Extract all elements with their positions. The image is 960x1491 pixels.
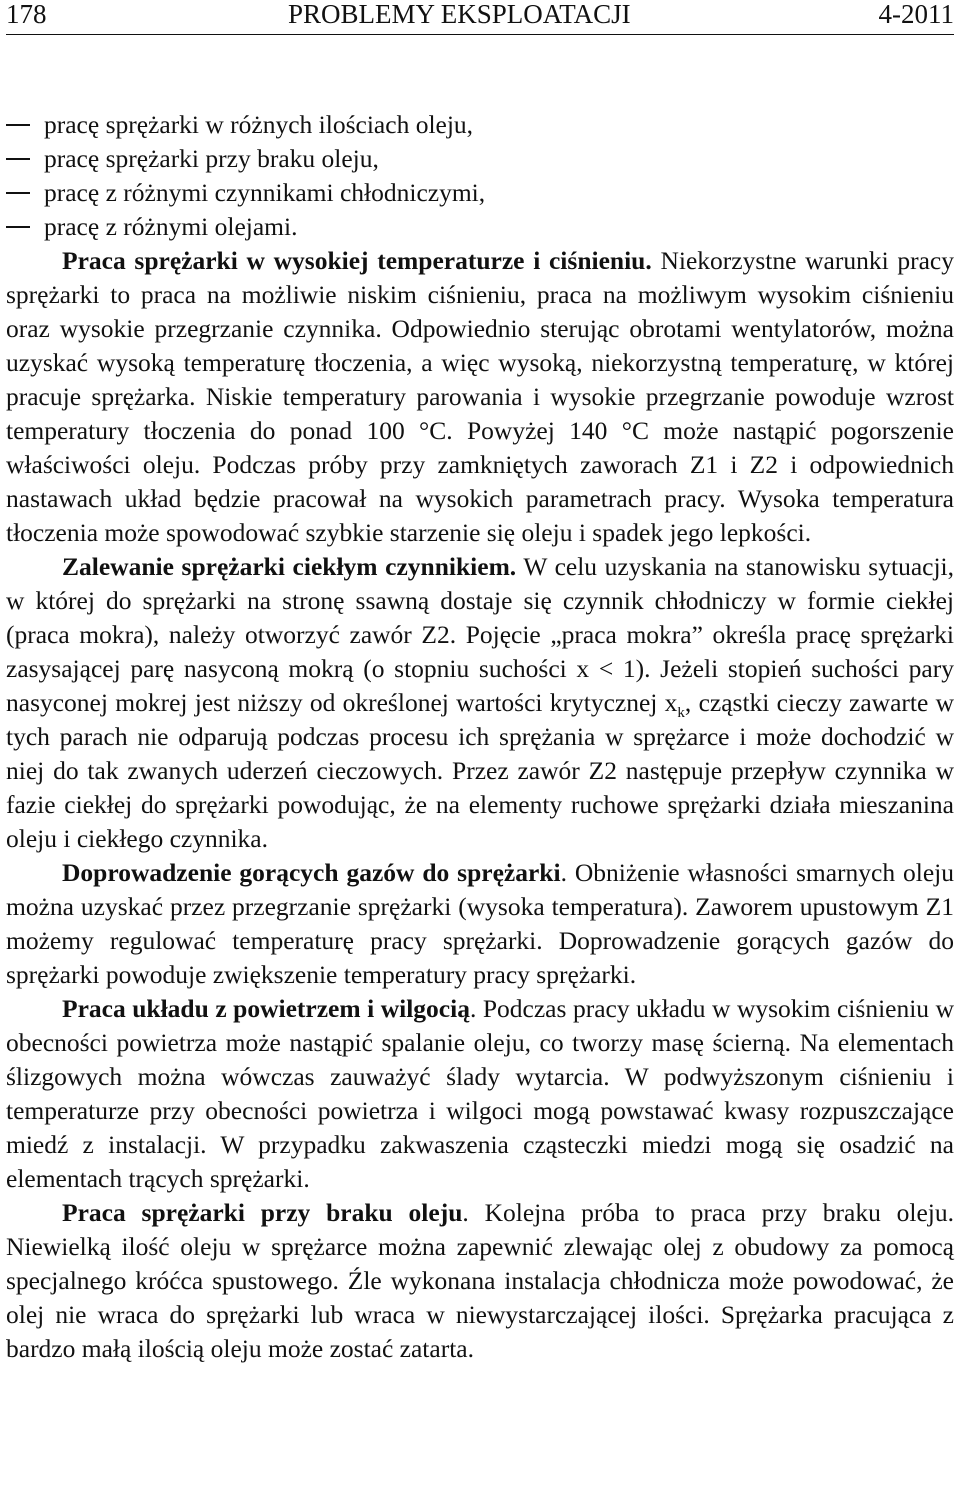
paragraph-no-oil	[6, 1196, 954, 1366]
paragraph-hot-gas	[6, 856, 954, 992]
paragraph-text: . Obniżenie własności smarnych oleju można uzyskać przez przegrzanie sprężarki (wysoka temperatura). Zaworem upustowym Z1 możemy regulować temperaturę pracy sprężarki. Doprowadzenie gorących gazów do sprężarki powoduje zwiększenie temperatury pracy sprężarki.	[6, 858, 955, 989]
page-number: 178	[6, 0, 47, 29]
dash-icon	[6, 226, 30, 228]
list-item: pracę z różnymi czynnikami chłodniczymi,	[6, 176, 954, 210]
list-item: pracę sprężarki w różnych ilościach oleju,	[6, 108, 954, 142]
section-heading: Doprowadzenie gorących gazów do sprężarki	[62, 858, 561, 887]
section-heading: Zalewanie sprężarki ciekłym czynnikiem.	[62, 552, 517, 581]
paragraph-text: Niekorzystne warunki pracy sprężarki to praca na możliwie niskim ciśnieniu, praca na możliwym wysokim ciśnieniu oraz wysokie przegrzanie czynnika. Odpowiednio sterując obrotami wentylatorów, można uzyskać wysoką temperaturę tłoczenia, a więc wysoką, niekorzystną temperaturę, w której pracuje sprężarka. Niskie temperatury parowania i wysokie przegrzanie powoduje wzrost temperatury tłoczenia do ponad 100 °C. Powyżej 140 °C może nastąpić pogorszenie właściwości oleju. Podczas próby przy zamkniętych zaworach Z1 i Z2 i odpowiednich nastawach układ będzie pracował na wysokich parametrach pracy. Wysoka temperatura tłoczenia może spowodować szybkie starzenie się oleju i spadek jego lepkości.	[6, 246, 954, 547]
paragraph-text: W celu uzyskania na stanowisku sytuacji, w której do sprężarki na stronę ssawną dostaje się czynnik chłodniczy w formie ciekłej (praca mokra), należy otworzyć zawór Z2. Pojęcie „praca mokra” określa pracę sprężarki zasysającej parę nasyconą mokrą (o stopniu suchości x < 1). Jeżeli stopień suchości pary nasyconej mokrej jest niższy od określonej wartości krytycznej x	[6, 552, 954, 717]
dash-icon	[6, 192, 30, 194]
paragraph-text: , cząstki cieczy zawarte w tych parach nie odparują podczas procesu ich sprężania w sprężarce i może dochodzić w niej do tak zwanych uderzeń cieczowych. Przez zawór Z2 następuje przepływ czynnika w fazie ciekłej do sprężarki powodując, że na elementy ruchowe sprężarki działa mieszanina oleju i ciekłego czynnika.	[6, 688, 954, 853]
list-item: pracę z różnymi olejami.	[6, 210, 954, 244]
dash-icon	[6, 124, 30, 126]
subscript: k	[677, 705, 685, 722]
paragraph-high-temperature	[6, 244, 954, 550]
paragraph-liquid-flooding	[6, 550, 954, 856]
running-header	[6, 0, 954, 36]
paragraph-text: . Podczas pracy układu w wysokim ciśnieniu w obecności powietrza może nastąpić spalanie oleju, co tworzy masę ścierną. Na elementach ślizgowych można wówczas zauważyć ślady wytarcia. W podwyższonym ciśnieniu i temperaturze przy obecności powietrza i wilgoci mogą powstawać kwasy rozpuszczające miedź z instalacji. W przypadku zakwaszenia cząsteczki miedzi mogą się osadzić na elementach trących sprężarki.	[6, 994, 954, 1193]
journal-title: PROBLEMY EKSPLOATACJI	[288, 0, 631, 29]
bullet-list	[6, 108, 954, 244]
list-item: pracę sprężarki przy braku oleju,	[6, 142, 954, 176]
issue-number: 4-2011	[878, 0, 954, 29]
paragraph-text: . Kolejna próba to praca przy braku oleju. Niewielką ilość oleju w sprężarce można zapewnić zlewając olej z obudowy za pomocą specjalnego króćca spustowego. Źle wykonana instalacja chłodnicza może powodować, że olej nie wraca do sprężarki lub wraca w niewystarczającej ilości. Sprężarka pracująca z bardzo małą ilością oleju może zostać zatarta.	[6, 1198, 954, 1363]
dash-icon	[6, 158, 30, 160]
paragraph-air-moisture	[6, 992, 954, 1196]
section-heading: Praca sprężarki przy braku oleju	[62, 1198, 463, 1227]
section-heading: Praca sprężarki w wysokiej temperaturze i ciśnieniu.	[62, 246, 652, 275]
header-rule	[6, 34, 954, 35]
section-heading: Praca układu z powietrzem i wilgocią	[62, 994, 470, 1023]
article-body	[6, 108, 954, 1366]
